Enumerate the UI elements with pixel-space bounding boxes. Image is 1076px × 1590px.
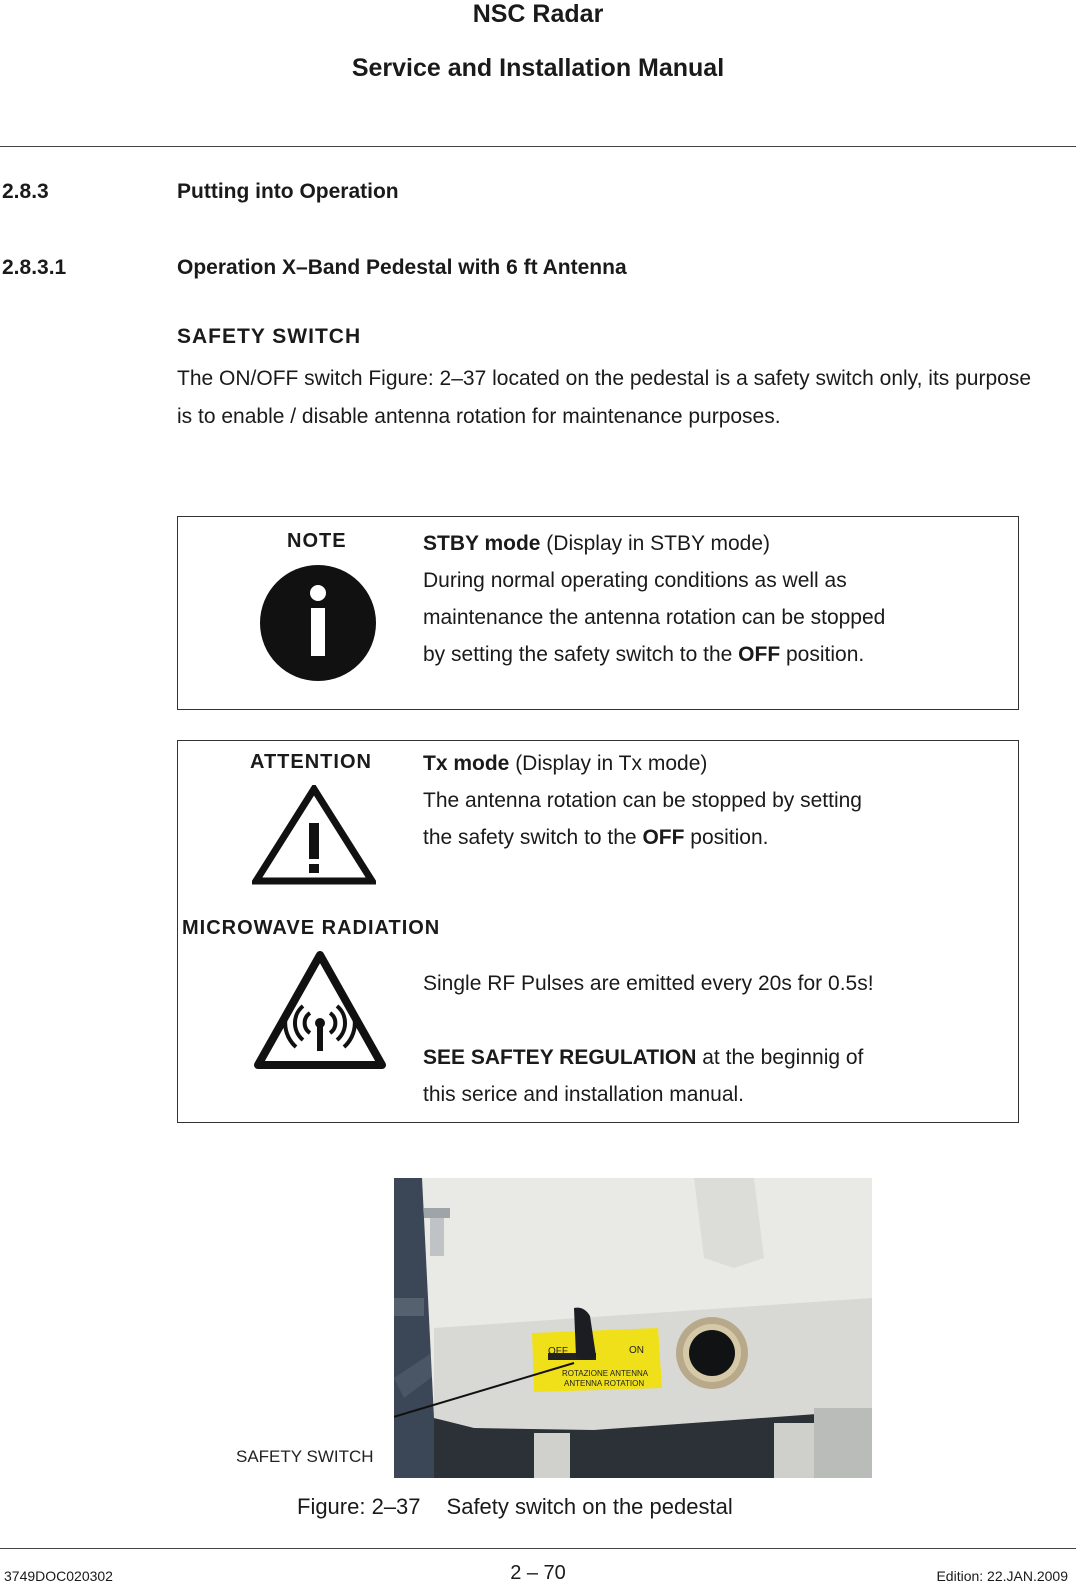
- attention-mode-label: Tx mode: [423, 752, 510, 775]
- safety-switch-heading: SAFETY SWITCH: [177, 325, 362, 348]
- note-mode-desc: (Display in STBY mode): [540, 532, 770, 555]
- note-line-2: maintenance the antenna rotation can be stopped: [423, 606, 886, 629]
- section-number: 2.8.3: [2, 180, 49, 203]
- document-subtitle: Service and Installation Manual: [351, 54, 725, 82]
- figure-number: Figure: 2–37: [297, 1494, 421, 1519]
- page-number: 2 – 70: [510, 1562, 566, 1584]
- plate-on-label: ON: [629, 1345, 644, 1356]
- section-title: Putting into Operation: [177, 180, 399, 203]
- safety-regulation-ref: SEE SAFTEY REGULATION: [423, 1046, 697, 1069]
- safety-switch-photo: [394, 1178, 872, 1478]
- note-text: [423, 525, 1003, 673]
- note-line-3: by setting the safety switch to the: [423, 643, 739, 666]
- plate-text-1: ROTAZIONE ANTENNA: [562, 1369, 649, 1378]
- info-icon: [260, 565, 376, 681]
- pulse-text: Single RF Pulses are emitted every 20s for 0.5s!: [423, 972, 874, 995]
- document-title: NSC Radar: [472, 0, 604, 28]
- attention-off-label: OFF: [642, 826, 685, 849]
- microwave-radiation-label: MICROWAVE RADIATION: [182, 917, 441, 939]
- note-label: NOTE: [287, 530, 347, 552]
- figure-caption: [297, 1494, 733, 1520]
- header-rule: [0, 146, 1076, 147]
- warning-icon: [252, 785, 376, 885]
- attention-mode-desc: (Display in Tx mode): [509, 752, 708, 775]
- regulation-text: at the beginnig of: [696, 1046, 864, 1069]
- callout-label: SAFETY SWITCH: [236, 1447, 374, 1466]
- attention-label: ATTENTION: [250, 751, 372, 773]
- plate-off-label: OFF: [548, 1346, 568, 1357]
- safety-switch-paragraph: The ON/OFF switch Figure: 2–37 located on the pedestal is a safety switch only, its purpose is to enable / disable antenna rotation for maintenance purposes.: [177, 367, 1032, 428]
- document-id: 3749DOC020302: [4, 1568, 113, 1584]
- footer-rule: [0, 1548, 1076, 1549]
- subsection-number: 2.8.3.1: [2, 256, 67, 279]
- note-box: [177, 516, 1019, 710]
- subsection-title: Operation X–Band Pedestal with 6 ft Antenna: [177, 256, 627, 279]
- note-off-label: OFF: [738, 643, 781, 666]
- note-line-3-end: position.: [780, 643, 865, 666]
- note-mode-label: STBY mode: [423, 532, 541, 555]
- attention-line-1: The antenna rotation can be stopped by setting: [423, 789, 862, 812]
- radiation-text: [423, 965, 1003, 1113]
- attention-line-2: the safety switch to the: [423, 826, 643, 849]
- figure-title: Safety switch on the pedestal: [446, 1494, 733, 1519]
- edition-date: Edition: 22.JAN.2009: [936, 1568, 1068, 1584]
- attention-text: [423, 745, 1003, 856]
- attention-box: [177, 740, 1019, 1123]
- regulation-line-2: this serice and installation manual.: [423, 1083, 745, 1106]
- plate-text-2: ANTENNA ROTATION: [564, 1379, 645, 1388]
- note-line-1: During normal operating conditions as well as: [423, 569, 847, 592]
- radiation-warning-icon: [254, 949, 386, 1071]
- attention-line-2-end: position.: [684, 826, 769, 849]
- safety-switch-callout: [236, 1424, 396, 1484]
